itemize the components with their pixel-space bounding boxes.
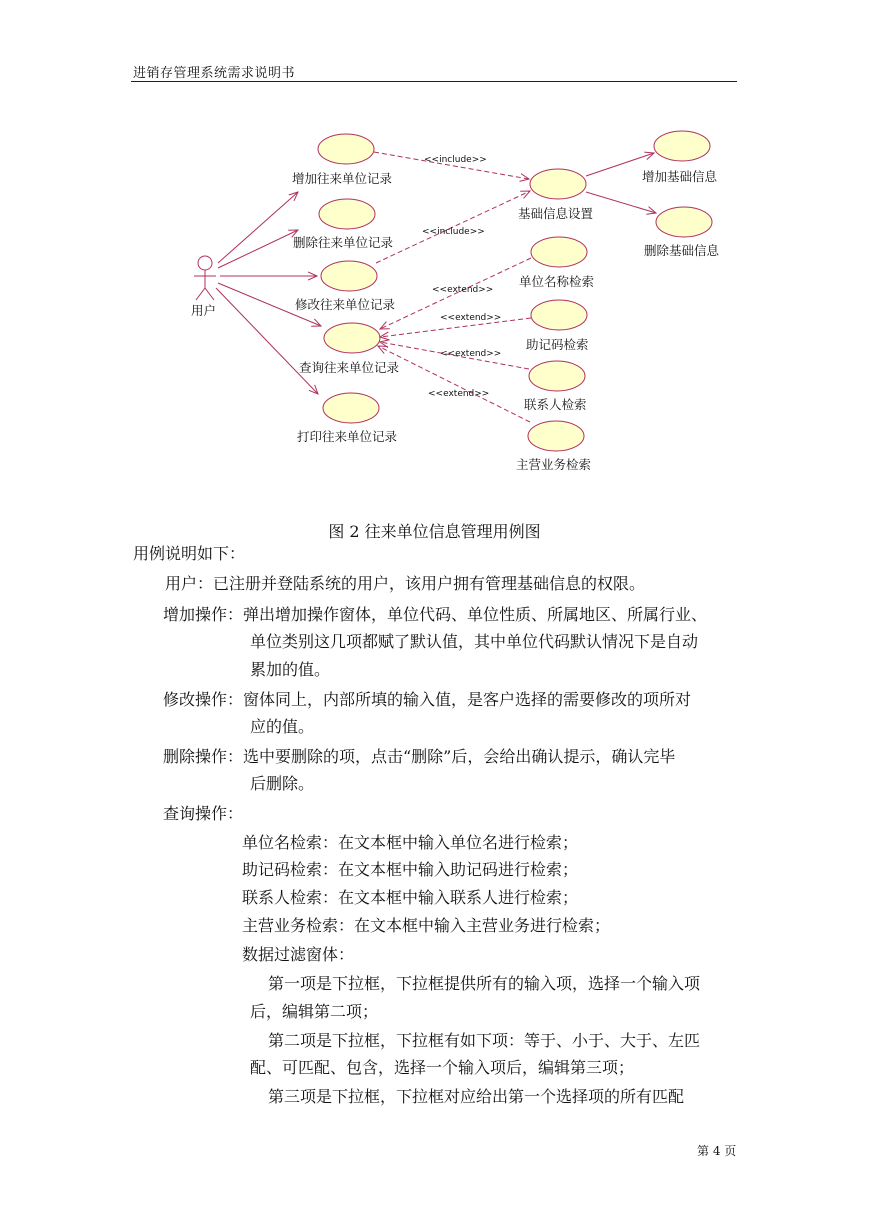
stereotype-extend-2: <<extend>> xyxy=(440,313,502,323)
assoc-add xyxy=(218,192,298,263)
uc-search-contact-label: 联系人检索 xyxy=(524,397,587,412)
stereotype-include-2: <<include>> xyxy=(422,227,485,237)
modify-operation-line-2: 应的值。 xyxy=(250,717,315,736)
query-business-line: 主营业务检索：在文本框中输入主营业务进行检索； xyxy=(242,916,611,935)
filter-item-1-line-2: 后，编辑第二项； xyxy=(250,1002,379,1021)
uc-delete-record-label: 删除往来单位记录 xyxy=(293,235,394,250)
page-number: 第 4 页 xyxy=(697,1144,737,1158)
query-contact-line: 联系人检索：在文本框中输入联系人进行检索； xyxy=(242,888,579,907)
uc-print-record-label: 打印往来单位记录 xyxy=(297,429,398,444)
uc-delete-record xyxy=(319,199,375,229)
modify-operation-line-1: 修改操作：窗体同上，内部所填的输入值，是客户选择的需要修改的项所对 xyxy=(163,690,692,709)
add-operation-line-2: 单位类别这几项都赋了默认值，其中单位代码默认情况下是自动 xyxy=(250,632,699,651)
uc-search-business-label: 主营业务检索 xyxy=(516,457,592,472)
uc-basic-settings xyxy=(530,169,586,199)
intro-line: 用例说明如下： xyxy=(133,544,246,563)
uc-search-name-label: 单位名称检索 xyxy=(519,274,595,289)
uc-add-record-label: 增加往来单位记录 xyxy=(292,171,393,186)
uc-print-record xyxy=(323,393,379,423)
uc-modify-record-label: 修改往来单位记录 xyxy=(295,297,396,312)
uc-basic-settings-label: 基础信息设置 xyxy=(518,206,594,221)
stereotype-extend-1: <<extend>> xyxy=(432,285,494,295)
header-divider xyxy=(131,81,737,82)
query-operation-heading: 查询操作： xyxy=(163,804,244,823)
filter-item-3-line-1: 第三项是下拉框，下拉框对应给出第一个选择项的所有匹配 xyxy=(268,1087,685,1106)
filter-item-2-line-2: 配、可匹配、包含，选择一个输入项后，编辑第三项； xyxy=(250,1058,635,1077)
uc-add-basic xyxy=(654,131,710,161)
assoc-delete xyxy=(218,230,298,268)
filter-item-1-line-1: 第一项是下拉框，下拉框提供所有的输入项，选择一个输入项 xyxy=(268,974,701,993)
stereotype-extend-4: <<extend>> xyxy=(428,389,490,399)
query-name-line: 单位名检索：在文本框中输入单位名进行检索； xyxy=(242,833,579,852)
uc-delete-basic xyxy=(656,207,712,237)
actor-label: 用户 xyxy=(191,303,217,318)
filter-item-2-line-1: 第二项是下拉框，下拉框有如下项：等于、小于、大于、左匹 xyxy=(268,1031,701,1050)
uc-delete-basic-label: 删除基础信息 xyxy=(644,243,720,258)
uc-query-record-label: 查询往来单位记录 xyxy=(299,360,400,375)
user-description: 用户：已注册并登陆系统的用户，该用户拥有管理基础信息的权限。 xyxy=(165,574,646,593)
uc-search-code xyxy=(531,300,587,330)
add-operation-line-3: 累加的值。 xyxy=(250,660,331,679)
uc-query-record xyxy=(324,323,380,353)
delete-operation-line-2: 后删除。 xyxy=(250,774,315,793)
uc-search-code-label: 助记码检索 xyxy=(526,337,589,352)
filter-window-heading: 数据过滤窗体： xyxy=(242,945,355,964)
uc-modify-record xyxy=(321,261,377,291)
uc-search-name xyxy=(531,237,587,267)
uc-add-record xyxy=(318,134,374,164)
uc-search-business xyxy=(528,421,584,451)
stereotype-include-1: <<include>> xyxy=(424,155,487,165)
uc-add-basic-label: 增加基础信息 xyxy=(642,169,718,184)
add-operation-line-1: 增加操作：弹出增加操作窗体，单位代码、单位性质、所属地区、所属行业、 xyxy=(163,605,708,624)
document-header-title: 进销存管理系统需求说明书 xyxy=(133,66,296,81)
assoc-settings-delete-basic xyxy=(586,192,656,213)
use-case-diagram xyxy=(180,120,740,490)
uc-search-contact xyxy=(529,361,585,391)
figure-caption: 图 2 往来单位信息管理用例图 xyxy=(328,522,541,541)
query-code-line: 助记码检索：在文本框中输入助记码进行检索； xyxy=(242,860,579,879)
actor-figure xyxy=(194,256,216,300)
stereotype-extend-3: <<extend>> xyxy=(440,349,502,359)
delete-operation-line-1: 删除操作：选中要删除的项，点击“删除”后，会给出确认提示，确认完毕 xyxy=(163,747,676,766)
